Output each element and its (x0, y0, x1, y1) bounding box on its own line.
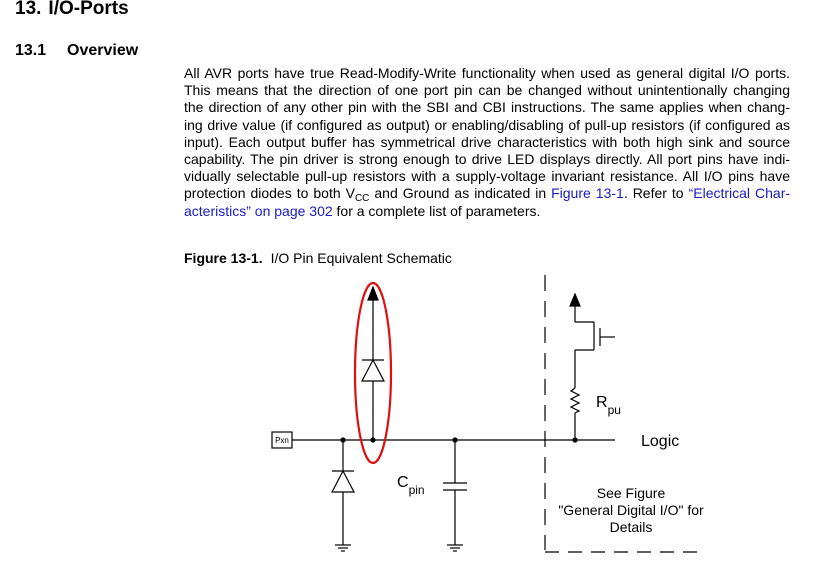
subsection-title: Overview (67, 42, 139, 59)
vcc-subscript: CC (354, 193, 370, 205)
text-run: . Refer to (623, 185, 689, 202)
rpu-label: $R_{pu}$ (596, 394, 621, 417)
junction-dot (370, 437, 375, 442)
paragraph-line: ing drive value (if configured as output) or enabling/disabling of pull-up resistors (if configured as (184, 116, 790, 133)
ground-icon (447, 545, 463, 551)
pin-label: Pxn (275, 436, 289, 445)
pullup-vcc-arrow-icon (570, 294, 580, 306)
subsection-number: 13.1 (15, 42, 47, 59)
text-run: and Ground as indicated in (369, 185, 552, 202)
paragraph-line: vidually selectable pull-up resistors with a supply-voltage invariant resistance. All I/O pins have (184, 168, 790, 185)
electrical-characteristics-link[interactable]: “Electrical Char- (688, 185, 791, 202)
vcc-arrow-icon (368, 287, 378, 300)
lower-diode-icon (332, 471, 354, 492)
paragraph-line: the direction of any other pin with the SBI and CBI instructions. The same applies when chang- (184, 99, 790, 116)
logic-label: Logic (641, 433, 680, 450)
junction-dot (572, 437, 577, 442)
paragraph-line: input). Each output buffer has symmetrical drive characteristics with both high sink and source (184, 133, 790, 150)
paragraph-line: All AVR ports have true Read-Modify-Write functionality when used as general digital I/O ports. (184, 65, 790, 81)
section-number: 13. (15, 0, 42, 19)
ground-icon (335, 545, 351, 551)
paragraph-line: This means that the direction of one port pin can be changed without unintentionally changing (184, 82, 790, 99)
figure-label: Figure 13-1. (184, 250, 263, 266)
text-run: protection diodes to both V (184, 185, 355, 202)
upper-diode-icon (362, 360, 384, 381)
section-title: I/O-Ports (48, 0, 129, 19)
electrical-characteristics-link-cont[interactable]: acteristics” on page 302 (184, 202, 333, 219)
note-line: Details (609, 519, 653, 535)
resistor-icon (571, 388, 579, 413)
note-line: "General Digital I/O" for (558, 502, 704, 518)
figure-title: I/O Pin Equivalent Schematic (270, 250, 452, 266)
figure-link[interactable]: Figure 13-1 (551, 185, 624, 202)
cpin-label: $C_{pin}$ (397, 474, 425, 497)
paragraph-line: capability. The pin driver is strong enough to drive LED displays directly. All port pins have indi- (184, 151, 790, 168)
junction-dot (340, 437, 345, 442)
note-line: See Figure (596, 485, 666, 501)
junction-dot (452, 437, 457, 442)
text-run: for a complete list of parameters. (332, 202, 541, 219)
